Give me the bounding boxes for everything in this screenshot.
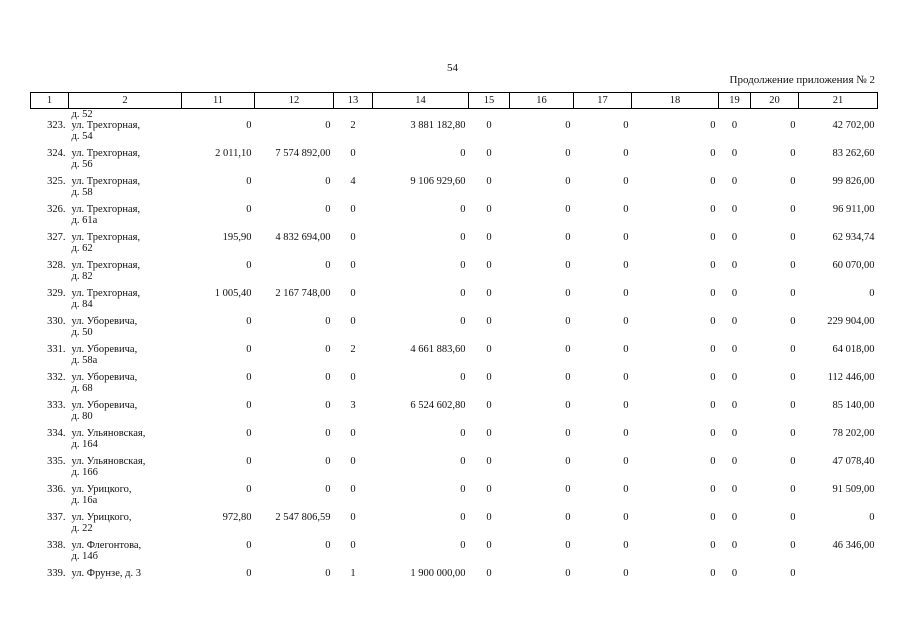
cell-c12: 0	[325, 428, 331, 439]
cell-c11: 1 005,40	[214, 288, 252, 299]
cell-c11: 0	[246, 204, 252, 215]
cell-c16: 0	[565, 512, 571, 523]
column-header-1: 1	[31, 93, 69, 109]
table-row	[31, 540, 878, 568]
cell-c18: 0	[710, 484, 716, 495]
cell-c11: 0	[246, 176, 252, 187]
cell-c19: 0	[731, 372, 738, 383]
cell-c13: 0	[350, 232, 356, 243]
table-row	[31, 176, 878, 204]
cell-c21: 229 904,00	[827, 316, 875, 327]
cell-c15: 0	[486, 540, 492, 551]
table-row	[31, 120, 878, 148]
address-cell: ул. Урицкого, д. 22	[71, 512, 132, 534]
cell-c11: 972,80	[222, 512, 252, 523]
cell-c16: 0	[565, 260, 571, 271]
cell-c14: 0	[460, 484, 466, 495]
cell-c12: 2 547 806,59	[275, 512, 331, 523]
cell-c15: 0	[486, 148, 492, 159]
address-cell: д. 52	[71, 109, 93, 120]
cell-c11: 0	[246, 568, 252, 579]
row-number: 327.	[47, 232, 66, 243]
row-number: 332.	[47, 372, 66, 383]
cell-c13: 0	[350, 428, 356, 439]
cell-c16: 0	[565, 232, 571, 243]
cell-c12: 0	[325, 372, 331, 383]
column-header-16: 16	[510, 93, 574, 109]
cell-c16: 0	[565, 568, 571, 579]
cell-c21: 47 078,40	[832, 456, 875, 467]
cell-c21: 91 509,00	[832, 484, 875, 495]
cell-c12: 2 167 748,00	[275, 288, 331, 299]
table-row	[31, 316, 878, 344]
cell-c17: 0	[623, 372, 629, 383]
row-number: 324.	[47, 148, 66, 159]
cell-c20: 0	[790, 456, 796, 467]
cell-c13: 1	[350, 568, 356, 579]
cell-c18: 0	[710, 568, 716, 579]
continuation-label: Продолжение приложения № 2	[729, 74, 875, 86]
table-row	[31, 428, 878, 456]
cell-c18: 0	[710, 120, 716, 131]
table-row	[31, 148, 878, 176]
cell-c15: 0	[486, 428, 492, 439]
row-number: 338.	[47, 540, 66, 551]
address-cell: ул. Уборевича, д. 80	[71, 400, 138, 422]
cell-c17: 0	[623, 148, 629, 159]
column-header-2: 2	[69, 93, 182, 109]
cell-c19: 0	[731, 288, 738, 299]
column-header-14: 14	[373, 93, 469, 109]
column-header-19: 19	[719, 93, 751, 109]
cell-c14: 0	[460, 204, 466, 215]
cell-c19: 0	[731, 484, 738, 495]
cell-c16: 0	[565, 428, 571, 439]
table-row	[31, 372, 878, 400]
row-number: 335.	[47, 456, 66, 467]
cell-c13: 0	[350, 456, 356, 467]
row-number: 337.	[47, 512, 66, 523]
cell-c11: 0	[246, 120, 252, 131]
cell-c19: 0	[731, 120, 738, 131]
cell-c13: 2	[350, 120, 356, 131]
table-row	[31, 568, 878, 596]
table-row-continued	[31, 109, 878, 121]
table-row	[31, 484, 878, 512]
address-cell: ул. Трехгорная, д. 62	[71, 232, 141, 254]
cell-c20: 0	[790, 372, 796, 383]
cell-c15: 0	[486, 120, 492, 131]
cell-c12: 0	[325, 204, 331, 215]
cell-c15: 0	[486, 260, 492, 271]
cell-c14: 0	[460, 288, 466, 299]
cell-c16: 0	[565, 288, 571, 299]
row-number: 330.	[47, 316, 66, 327]
cell-c16: 0	[565, 204, 571, 215]
cell-c17: 0	[623, 428, 629, 439]
column-header-20: 20	[751, 93, 799, 109]
address-cell: ул. Урицкого, д. 16а	[71, 484, 132, 506]
address-cell: ул. Ульяновская, д. 164	[71, 428, 146, 450]
cell-c21: 85 140,00	[832, 400, 875, 411]
data-table	[30, 92, 878, 596]
cell-c15: 0	[486, 372, 492, 383]
row-number: 323.	[47, 120, 66, 131]
cell-c12: 0	[325, 120, 331, 131]
table-row	[31, 204, 878, 232]
cell-c19: 0	[731, 568, 738, 579]
cell-c18: 0	[710, 428, 716, 439]
cell-c21: 96 911,00	[832, 204, 875, 215]
cell-c16: 0	[565, 456, 571, 467]
column-header-15: 15	[469, 93, 510, 109]
cell-c18: 0	[710, 400, 716, 411]
cell-c17: 0	[623, 176, 629, 187]
cell-c12: 0	[325, 260, 331, 271]
cell-c13: 0	[350, 316, 356, 327]
row-number: 328.	[47, 260, 66, 271]
row-number: 334.	[47, 428, 66, 439]
address-cell: ул. Трехгорная, д. 82	[71, 260, 141, 282]
cell-c16: 0	[565, 344, 571, 355]
table-row	[31, 232, 878, 260]
address-cell: ул. Флегонтова, д. 14б	[71, 540, 142, 562]
cell-c13: 4	[350, 176, 356, 187]
cell-c13: 0	[350, 288, 356, 299]
cell-c20: 0	[790, 176, 796, 187]
cell-c15: 0	[486, 400, 492, 411]
cell-c18: 0	[710, 148, 716, 159]
cell-c21: 46 346,00	[832, 540, 875, 551]
cell-c13: 0	[350, 372, 356, 383]
cell-c17: 0	[623, 120, 629, 131]
cell-c21: 99 826,00	[832, 176, 875, 187]
cell-c18: 0	[710, 456, 716, 467]
row-number: 326.	[47, 204, 66, 215]
row-number: 325.	[47, 176, 66, 187]
cell-c20: 0	[790, 484, 796, 495]
cell-c21	[799, 568, 878, 596]
cell-c14: 0	[460, 428, 466, 439]
cell-c11: 0	[246, 456, 252, 467]
table-row	[31, 288, 878, 316]
cell-c15: 0	[486, 232, 492, 243]
cell-c20: 0	[790, 260, 796, 271]
cell-c20: 0	[790, 120, 796, 131]
row-number: 331.	[47, 344, 66, 355]
cell-c19: 0	[731, 232, 738, 243]
column-header-13: 13	[334, 93, 373, 109]
cell-c14: 0	[460, 372, 466, 383]
cell-c20: 0	[790, 204, 796, 215]
cell-c11: 0	[246, 540, 252, 551]
cell-c17: 0	[623, 456, 629, 467]
cell-c14: 0	[460, 456, 466, 467]
cell-c17: 0	[623, 232, 629, 243]
cell-c17: 0	[623, 540, 629, 551]
cell-c20: 0	[790, 232, 796, 243]
table-row	[31, 512, 878, 540]
cell-c20: 0	[790, 148, 796, 159]
cell-c13: 0	[350, 260, 356, 271]
cell-c12: 0	[325, 568, 331, 579]
address-cell: ул. Трехгорная, д. 58	[71, 176, 141, 198]
cell-c19: 0	[731, 344, 738, 355]
column-header-12: 12	[255, 93, 334, 109]
cell-c18: 0	[710, 512, 716, 523]
table-body	[31, 109, 878, 597]
row-number: 333.	[47, 400, 66, 411]
cell-c11: 0	[246, 484, 252, 495]
row-number: 336.	[47, 484, 66, 495]
cell-c15: 0	[486, 512, 492, 523]
cell-c18: 0	[710, 540, 716, 551]
cell-c13: 2	[350, 344, 356, 355]
cell-c13: 0	[350, 148, 356, 159]
cell-c21: 78 202,00	[832, 428, 875, 439]
cell-c18: 0	[710, 204, 716, 215]
cell-c17: 0	[623, 288, 629, 299]
cell-c12: 0	[325, 484, 331, 495]
cell-c12: 7 574 892,00	[275, 148, 331, 159]
cell-c19: 0	[731, 456, 738, 467]
cell-c18: 0	[710, 372, 716, 383]
cell-c19: 0	[731, 204, 738, 215]
cell-c16: 0	[565, 540, 571, 551]
cell-c20: 0	[790, 428, 796, 439]
cell-c11: 0	[246, 428, 252, 439]
cell-c15: 0	[486, 456, 492, 467]
cell-c12: 0	[325, 344, 331, 355]
cell-c19: 0	[731, 148, 738, 159]
cell-c20: 0	[790, 512, 796, 523]
cell-c15: 0	[486, 204, 492, 215]
cell-c15: 0	[486, 288, 492, 299]
cell-c21: 62 934,74	[832, 232, 875, 243]
cell-c16: 0	[565, 400, 571, 411]
address-cell: ул. Трехгорная, д. 54	[71, 120, 141, 142]
cell-c18: 0	[710, 316, 716, 327]
cell-c20: 0	[790, 568, 796, 579]
address-cell: ул. Уборевича, д. 50	[71, 316, 138, 338]
cell-c20: 0	[790, 288, 796, 299]
cell-c21: 83 262,60	[832, 148, 875, 159]
table-row	[31, 400, 878, 428]
cell-c15: 0	[486, 344, 492, 355]
cell-c21: 64 018,00	[832, 344, 875, 355]
table-row	[31, 260, 878, 288]
cell-c16: 0	[565, 120, 571, 131]
cell-c15: 0	[486, 316, 492, 327]
cell-c17: 0	[623, 400, 629, 411]
cell-c14: 0	[460, 540, 466, 551]
cell-c16: 0	[565, 372, 571, 383]
header-row	[31, 93, 878, 109]
column-header-18: 18	[632, 93, 719, 109]
cell-c16: 0	[565, 484, 571, 495]
cell-c21: 0	[869, 512, 875, 523]
cell-c21: 42 702,00	[832, 120, 875, 131]
cell-c18: 0	[710, 344, 716, 355]
address-cell: ул. Фрунзе, д. 3	[71, 568, 141, 579]
cell-c12: 0	[325, 400, 331, 411]
cell-c11: 0	[246, 260, 252, 271]
column-header-11: 11	[182, 93, 255, 109]
row-number: 329.	[47, 288, 66, 299]
cell-c16: 0	[565, 176, 571, 187]
cell-c20: 0	[790, 400, 796, 411]
cell-c17: 0	[623, 316, 629, 327]
cell-c14: 0	[460, 260, 466, 271]
column-header-21: 21	[799, 93, 878, 109]
cell-c14: 1 900 000,00	[410, 568, 466, 579]
cell-c18: 0	[710, 232, 716, 243]
cell-c20: 0	[790, 344, 796, 355]
cell-c19: 0	[731, 316, 738, 327]
cell-c13: 0	[350, 484, 356, 495]
cell-c19: 0	[731, 400, 738, 411]
cell-c11: 0	[246, 400, 252, 411]
cell-c12: 0	[325, 316, 331, 327]
cell-c21: 112 446,00	[827, 372, 875, 383]
table-row	[31, 344, 878, 372]
cell-c18: 0	[710, 260, 716, 271]
address-cell: ул. Трехгорная, д. 84	[71, 288, 141, 310]
cell-c17: 0	[623, 204, 629, 215]
cell-c20: 0	[790, 316, 796, 327]
cell-c14: 9 106 929,60	[410, 176, 466, 187]
cell-c18: 0	[710, 176, 716, 187]
cell-c14: 0	[460, 316, 466, 327]
cell-c14: 0	[460, 512, 466, 523]
cell-c20: 0	[790, 540, 796, 551]
cell-c21: 0	[869, 288, 875, 299]
cell-c12: 0	[325, 540, 331, 551]
address-cell: ул. Трехгорная, д. 61а	[71, 204, 141, 226]
cell-c17: 0	[623, 260, 629, 271]
cell-c13: 0	[350, 512, 356, 523]
cell-c12: 0	[325, 176, 331, 187]
address-cell: ул. Ульяновская, д. 166	[71, 456, 146, 478]
cell-c14: 6 524 602,80	[410, 400, 466, 411]
cell-c11: 0	[246, 372, 252, 383]
address-cell: ул. Уборевича, д. 68	[71, 372, 138, 394]
cell-c17: 0	[623, 344, 629, 355]
cell-c15: 0	[486, 568, 492, 579]
cell-c12: 4 832 694,00	[275, 232, 331, 243]
cell-c11: 0	[246, 316, 252, 327]
cell-c14: 4 661 883,60	[410, 344, 466, 355]
cell-c14: 3 881 182,80	[410, 120, 466, 131]
cell-c13: 0	[350, 540, 356, 551]
cell-c11: 0	[246, 344, 252, 355]
cell-c18: 0	[710, 288, 716, 299]
table-row	[31, 456, 878, 484]
cell-c16: 0	[565, 148, 571, 159]
cell-c21: 60 070,00	[832, 260, 875, 271]
cell-c11: 195,90	[222, 232, 252, 243]
cell-c19: 0	[731, 176, 738, 187]
cell-c13: 0	[350, 204, 356, 215]
address-cell: ул. Уборевича, д. 58а	[71, 344, 138, 366]
cell-c19: 0	[731, 512, 738, 523]
cell-c12: 0	[325, 456, 331, 467]
cell-c19: 0	[731, 428, 738, 439]
row-number: 339.	[47, 568, 66, 579]
cell-c15: 0	[486, 484, 492, 495]
cell-c16: 0	[565, 316, 571, 327]
cell-c14: 0	[460, 232, 466, 243]
cell-c19: 0	[731, 540, 738, 551]
cell-c11: 2 011,10	[215, 148, 252, 159]
cell-c19: 0	[731, 260, 738, 271]
cell-c17: 0	[623, 484, 629, 495]
cell-c13: 3	[350, 400, 356, 411]
cell-c15: 0	[486, 176, 492, 187]
cell-c17: 0	[623, 568, 629, 579]
column-header-17: 17	[574, 93, 632, 109]
cell-c14: 0	[460, 148, 466, 159]
page-number: 54	[447, 62, 458, 74]
cell-c17: 0	[623, 512, 629, 523]
address-cell: ул. Трехгорная, д. 56	[71, 148, 141, 170]
